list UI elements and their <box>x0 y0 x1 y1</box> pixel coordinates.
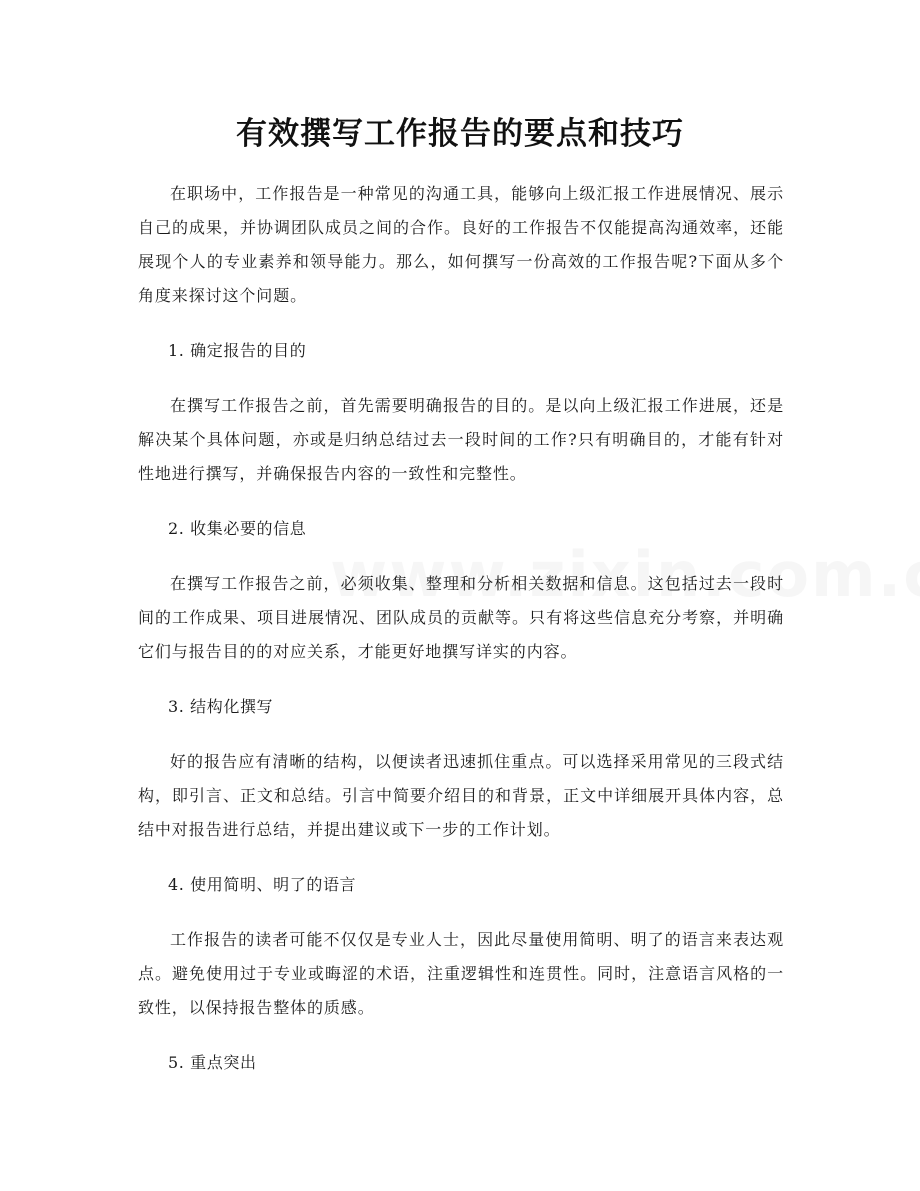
section-body-3: 好的报告应有清晰的结构，以便读者迅速抓住重点。可以选择采用常见的三段式结构，即引言、正文和总结。引言中简要介绍目的和背景，正文中详细展开具体内容，总结中对报告进行总结，并提出建议或下一步的工作计划。 <box>138 752 784 839</box>
page-title: 有效撰写工作报告的要点和技巧 <box>236 116 684 152</box>
section-body-4: 工作报告的读者可能不仅仅是专业人士，因此尽量使用简明、明了的语言来表达观点。避免使用过于专业或晦涩的术语，注重逻辑性和连贯性。同时，注意语言风格的一致性，以保持报告整体的质感。 <box>138 930 784 1017</box>
section-heading-5: 5. 重点突出 <box>168 1053 257 1072</box>
section-heading-4: 4. 使用简明、明了的语言 <box>168 875 357 894</box>
document-body <box>138 177 784 1080</box>
section-heading-2: 2. 收集必要的信息 <box>168 519 307 538</box>
intro-paragraph: 在职场中，工作报告是一种常见的沟通工具，能够向上级汇报工作进展情况、展示自己的成果，并协调团队成员之间的合作。良好的工作报告不仅能提高沟通效率，还能展现个人的专业素养和领导能力。那么，如何撰写一份高效的工作报告呢?下面从多个角度来探讨这个问题。 <box>138 184 784 305</box>
section-heading-1: 1. 确定报告的目的 <box>168 341 307 360</box>
section-body-1: 在撰写工作报告之前，首先需要明确报告的目的。是以向上级汇报工作进展，还是解决某个具体问题，亦或是归纳总结过去一段时间的工作?只有明确目的，才能有针对性地进行撰写，并确保报告内容的一致性和完整性。 <box>138 396 784 483</box>
section-body-2: 在撰写工作报告之前，必须收集、整理和分析相关数据和信息。这包括过去一段时间的工作成果、项目进展情况、团队成员的贡献等。只有将这些信息充分考察，并明确它们与报告目的的对应关系，才能更好地撰写详实的内容。 <box>138 574 784 661</box>
section-heading-3: 3. 结构化撰写 <box>168 697 274 716</box>
